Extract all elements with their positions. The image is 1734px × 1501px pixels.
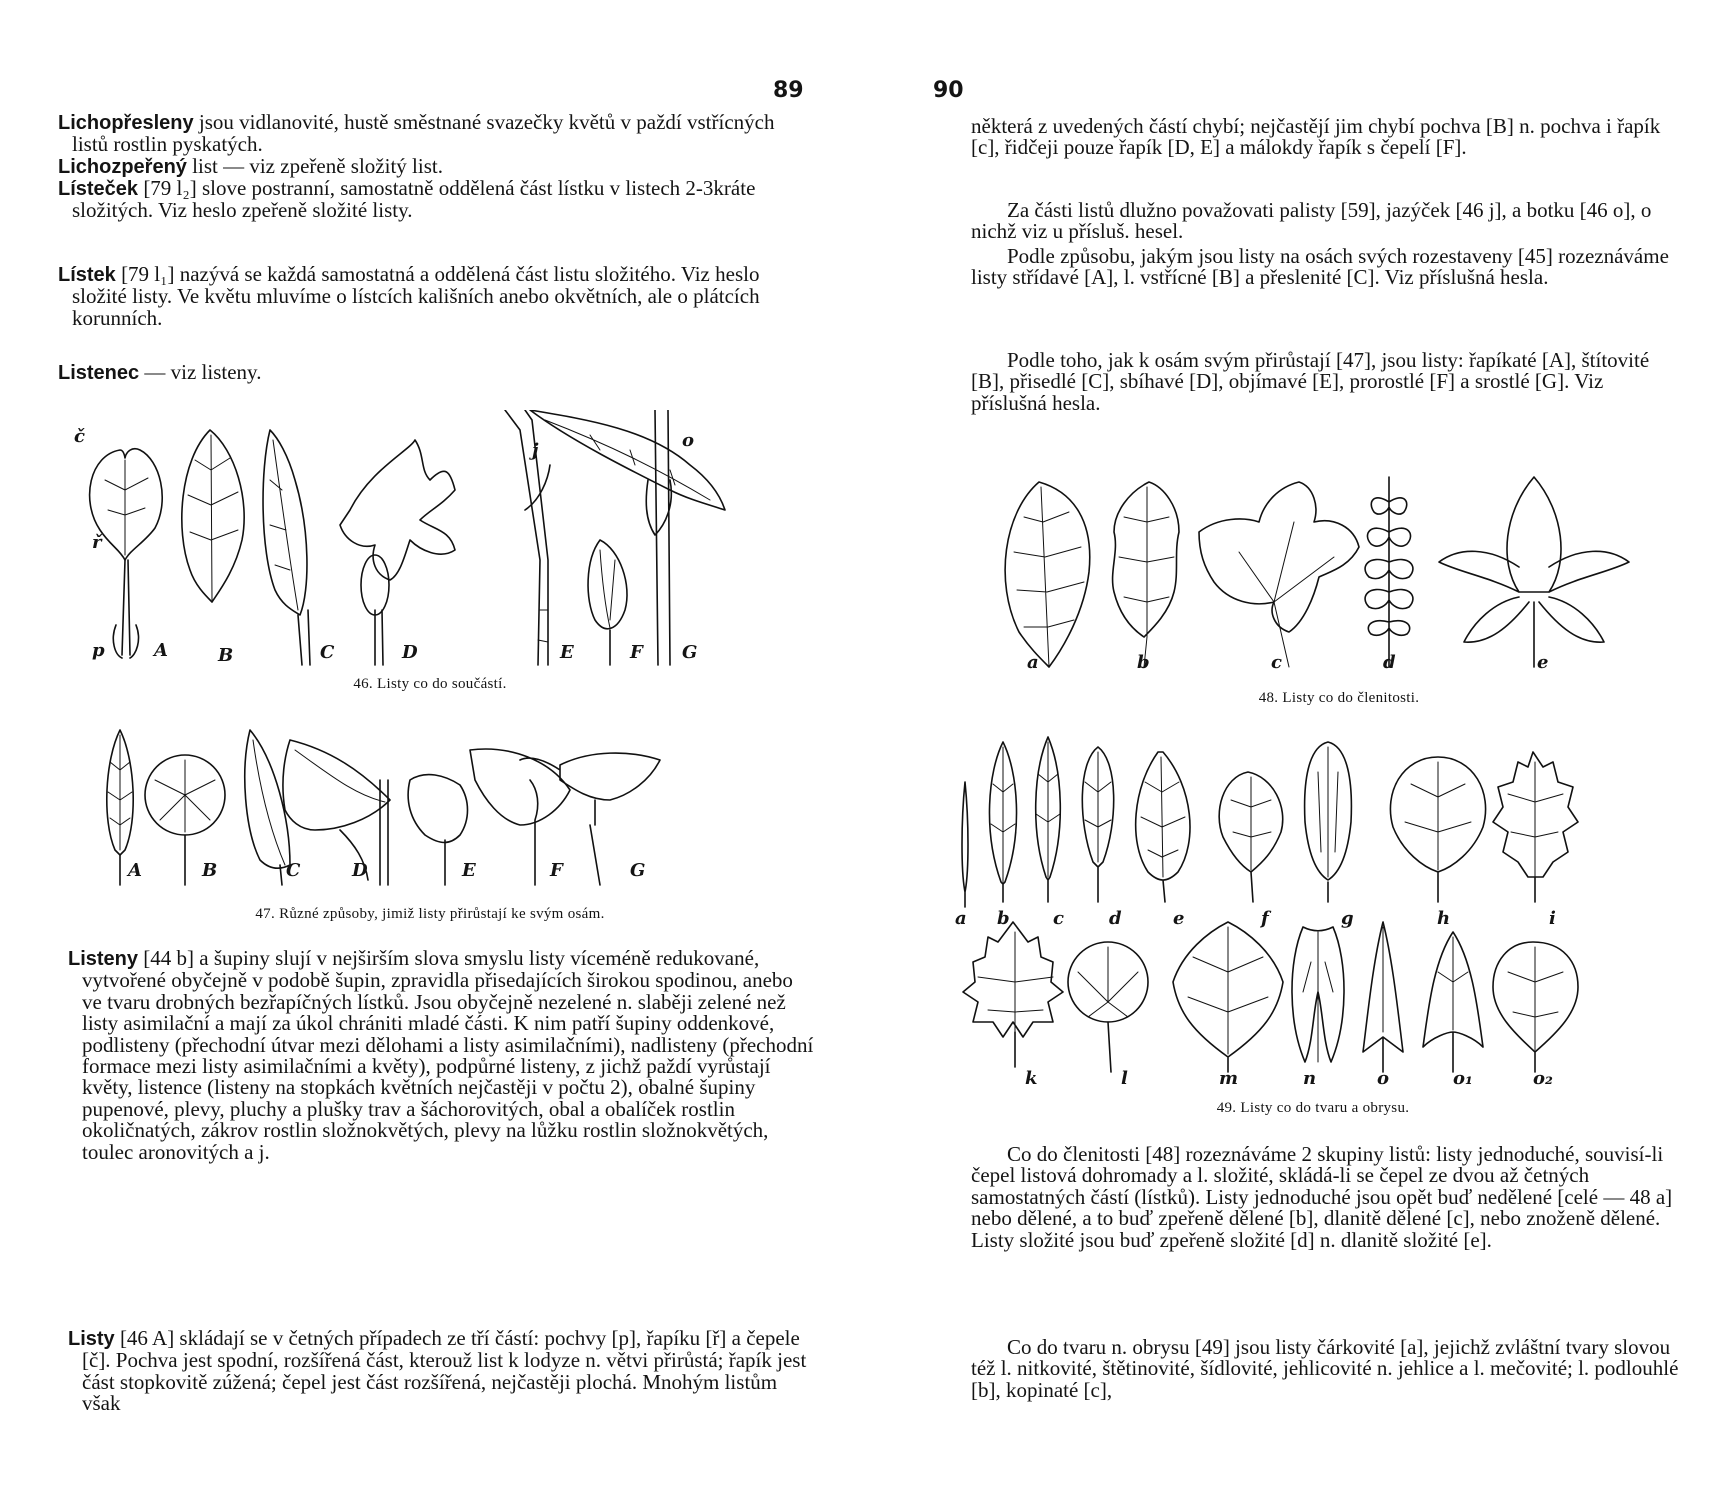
fig47-label-A: A [128, 860, 142, 881]
fig49-label-f: f [1261, 908, 1269, 929]
fig47-label-G: G [630, 860, 646, 881]
fig49-label-i: i [1549, 908, 1556, 929]
fig49-label-m: m [1219, 1068, 1239, 1089]
fig48-label-d: d [1383, 652, 1396, 673]
entry-head: Lísteček [58, 178, 139, 200]
paragraph: Podle toho, jak k osám svým přirůstají [47], jsou listy: řapíkaté [A], štítovité [B], přisedlé [C], sbíhavé [D], objímavé [E], prorostlé [F] a srostlé [G]. Viz příslušná hesla. [971, 348, 1650, 415]
fig48-label-a: a [1027, 652, 1039, 673]
entry-text: list — viz zpeřeně složitý list. [192, 154, 443, 178]
page-number-right: 90 [933, 78, 964, 103]
paragraph: Co do členitosti [48] rozeznáváme 2 skupiny listů: listy jednoduché, souvisí-li čepel listová dohromady a l. složité, skládá-li se čepel ze dvou až četných samostatných částí (lístků). Listy jednoduché jsou opět buď nedělené [celé — 48 a] nebo dělené, a to buď zpeřeně dělené [b], dlanitě dělené [c], nebo znoženě dělené. Listy složité jsou buď zpeřeně složité [d] n. dlanitě složité [e]. [971, 1142, 1673, 1252]
fig48-label-b: b [1137, 652, 1150, 673]
page-number-left: 89 [773, 78, 804, 103]
fig49-label-e: e [1173, 908, 1185, 929]
figure-49 [953, 732, 1673, 1088]
fig46-label-B: B [218, 645, 234, 666]
fig49-label-o: o [1377, 1068, 1390, 1089]
fig46-label-o: o [682, 430, 695, 451]
fig49-label-d: d [1109, 908, 1122, 929]
fig49-label-o2: o₂ [1533, 1068, 1553, 1089]
fig48-label-c: c [1271, 652, 1282, 673]
fig47-label-C: C [286, 860, 301, 881]
fig47-label-D: D [352, 860, 368, 881]
entry-head: Lichopřesleny [58, 112, 194, 134]
entry-text: [79 l₁] nazývá se každá samostatná a oddělená část listu složitého. Viz heslo složité listy. Ve květu mluvíme o lístcích kališních anebo okvětních, ale o plátcích korunních. [72, 262, 760, 330]
entry-listecek [58, 178, 810, 222]
fig46-label-G: G [682, 642, 698, 663]
entry-text: [44 b] a šupiny slují v nejširším slova smyslu listy víceméně redukované, vytvořené obyčejně v podobě šupin, zpravidla přisedajících širokou spodinou, anebo ve tvaru drobných bezřapíčných lístků. Jsou obyčejně nezelené n. slaběji zelené než listy asimilační a mají za úkol chrániti mladé části. K nim patří šupiny oddenkové, podlisteny (přechodní útvar mezi dělohami a listy asimilačními), nadlisteny (přechodní formace mezi listy asimilačními a květy), podpůrné listeny, z jichž paždí vyrůstají květy, listence (listeny na stopkách květních nejčastěji v počtu 2), obalné šupiny pupenové, plevy, pluchy a plušky trav a šáchorovitých, obal a obalíček rostlin okoličnatých, zákrov rostlin složnokvětých, plevy na lůžku rostlin složnokvětých, toulec aronovitých a j. [82, 946, 814, 1164]
right-page [867, 0, 1734, 1501]
fig47-label-B: B [202, 860, 218, 881]
fig46-label-p: p [92, 640, 105, 661]
entry-text: [79 l₂] slove postranní, samostatně oddělená část lístku v listech 2-3kráte složitých. Viz heslo zpeřeně složité listy. [72, 176, 756, 223]
fig46-label-D: D [402, 642, 418, 663]
paragraph: některá z uvedených částí chybí; nejčastějí jim chybí pochva [B] n. pochva i řapík [c], řidčeji pouze řapík [D, E] a málokdy řapík s čepelí [F]. [971, 114, 1661, 160]
entry-text: — viz listeny. [144, 360, 262, 384]
fig49-label-b: b [997, 908, 1010, 929]
figure-46 [70, 410, 790, 670]
figure-47-caption: 47. Různé způsoby, jimiž listy přirůstají ke svým osám. [255, 906, 605, 922]
entry-head: Listy [68, 1328, 115, 1350]
fig49-label-n: n [1303, 1068, 1317, 1089]
entry-head: Listeny [68, 948, 139, 970]
figure-46-caption: 46. Listy co do součástí. [353, 676, 507, 692]
fig47-label-F: F [550, 860, 563, 881]
entry-text: jsou vidlanovité, hustě směstnané svazečky květů v paždí vstřícných listů rostlin pyskatých. [72, 110, 775, 157]
entry-text: [46 A] skládají se v četných případech ze tří částí: pochvy [p], řapíku [ř] a čepele [č]. Pochva jest spodní, rozšířená část, kterouž list k lodyze n. větvi přirůstá; řapík jest část stopkovitě zúžená; čepel jest část rozšířená, nejčastěji plochá. Mnohým listům však [82, 1326, 807, 1416]
entry-lichopresleny [58, 112, 810, 156]
paragraph: Za části listů dlužno považovati palisty [59], jazýček [46 j], a botku [46 o], o nichž viz u přísluš. hesel. [971, 198, 1652, 244]
figure-48-caption: 48. Listy co do členitosti. [1258, 690, 1420, 706]
fig49-label-l: l [1121, 1068, 1128, 1089]
entry-head: Listenec [58, 362, 140, 384]
fig46-label-F: F [630, 642, 643, 663]
figure-49-caption: 49. Listy co do tvaru a obrysu. [1216, 1100, 1410, 1116]
fig49-label-h: h [1437, 908, 1451, 929]
figure-48 [989, 462, 1689, 682]
entry-head: Lístek [58, 264, 116, 286]
paragraph: Co do tvaru n. obrysu [49] jsou listy čárkovité [a], jejichž zvláštní tvary slovou též l. nitkovité, štětinovité, šídlovité, jehlicovité n. jehlice a l. mečovité; l. podlouhlé [b], kopinaté [c], [971, 1335, 1679, 1402]
figure-47 [90, 720, 770, 890]
fig46-label-j: j [532, 440, 539, 461]
entry-listeny [68, 948, 816, 1163]
fig49-label-o1: o₁ [1453, 1068, 1473, 1089]
fig49-label-c: c [1053, 908, 1064, 929]
fig46-label-c: č [74, 426, 85, 447]
fig49-label-k: k [1025, 1068, 1038, 1089]
fig48-label-e: e [1537, 652, 1549, 673]
fig49-label-g: g [1341, 908, 1354, 929]
fig47-label-E: E [462, 860, 476, 881]
entry-listek [58, 264, 810, 329]
fig46-label-A: A [154, 640, 168, 661]
fig46-label-C: C [320, 642, 335, 663]
paragraph: Podle způsobu, jakým jsou listy na osách svých rozestaveny [45] rozeznáváme listy střídavé [A], l. vstřícné [B] a přeslenité [C]. Viz příslušná hesla. [971, 244, 1669, 290]
entry-listy [68, 1328, 816, 1415]
entry-listenec [58, 362, 810, 384]
entry-head: Lichozpeřený [58, 156, 187, 178]
fig46-label-E: E [560, 642, 574, 663]
fig46-label-r: ř [92, 532, 102, 553]
fig49-label-a: a [955, 908, 967, 929]
